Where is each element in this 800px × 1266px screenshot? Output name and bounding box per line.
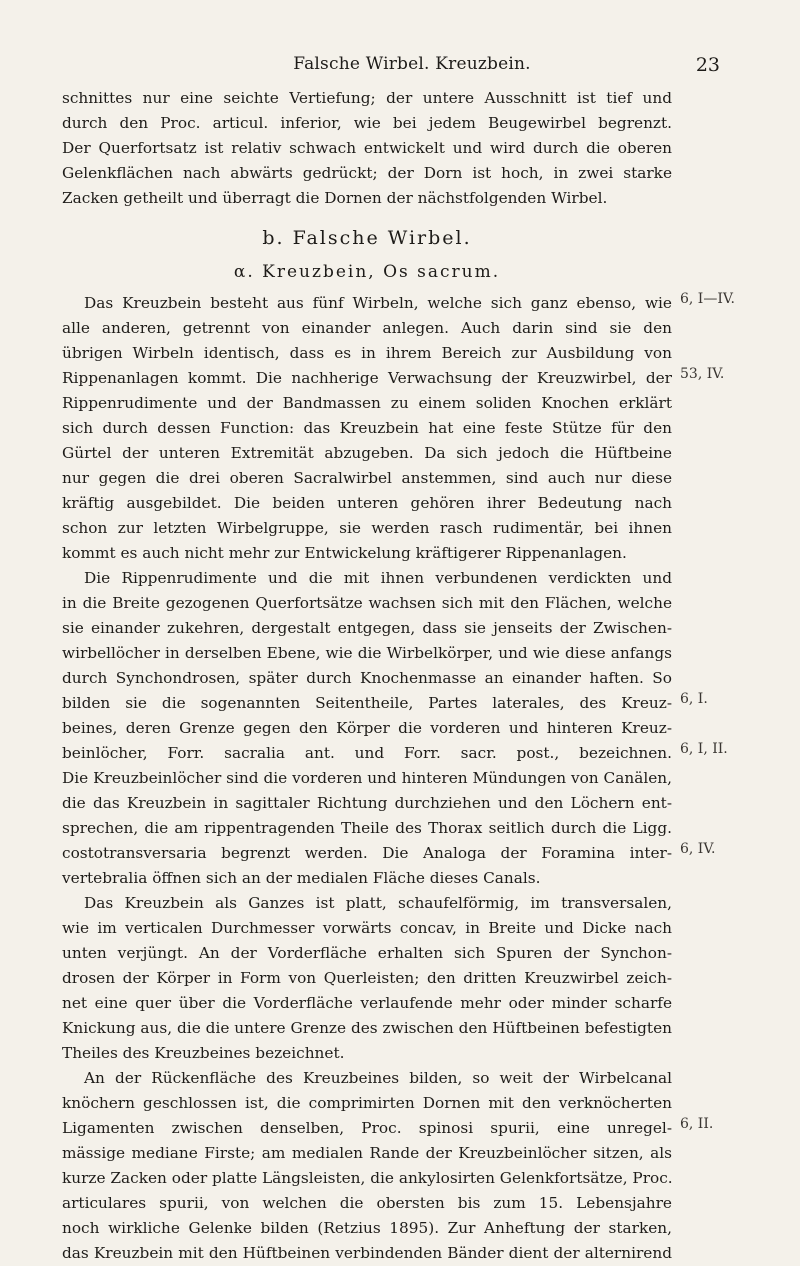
line-text: kurze Zacken oder platte Längsleisten, die ankylosirten Gelenkfortsätze, Proc. [62, 1169, 673, 1187]
text-line [62, 1141, 672, 1166]
subsection-heading: α. Kreuzbein, Os sacrum. [233, 262, 501, 282]
text-line [62, 741, 728, 766]
line-text: An der Rückenfläche des Kreuzbeines bilden, so weit der Wirbelcanal [84, 1069, 672, 1087]
running-title: Falsche Wirbel. Kreuzbein. [293, 54, 531, 74]
margin-reference: 53, IV. [680, 366, 725, 382]
line-text: Das Kreuzbein als Ganzes ist platt, schaufelförmig, im transversalen, [84, 894, 672, 912]
text-line [62, 1066, 672, 1091]
text-line [62, 516, 672, 541]
line-text: costotransversaria begrenzt werden. Die Analoga der Foramina inter- [62, 844, 672, 862]
text-line [62, 1216, 672, 1241]
line-text: kommt es auch nicht mehr zur Entwickelung kräftigerer Rippenanlagen. [62, 544, 627, 562]
text-line [62, 816, 672, 841]
text-line [62, 1241, 672, 1266]
page-body [62, 86, 735, 1266]
line-text: unten verjüngt. An der Vorderfläche erhalten sich Spuren der Synchon- [62, 944, 672, 962]
text-line [62, 316, 672, 341]
line-text: sprechen, die am rippentragenden Theile des Thorax seitlich durch die Ligg. [62, 819, 672, 837]
line-text: Gelenkflächen nach abwärts gedrückt; der Dorn ist hoch, in zwei starke [62, 164, 672, 182]
line-text: Die Kreuzbeinlöcher sind die vorderen und hinteren Mündungen von Canälen, [62, 769, 672, 787]
line-text: in die Breite gezogenen Querfortsätze wachsen sich mit den Flächen, welche [62, 594, 672, 612]
line-text: sie einander zukehren, dergestalt entgegen, dass sie jenseits der Zwischen- [62, 619, 672, 637]
text-line [62, 841, 716, 866]
text-line [62, 991, 672, 1016]
line-text: Die Rippenrudimente und die mit ihnen verbundenen verdickten und [84, 569, 672, 587]
line-text: bilden sie die sogenannten Seitentheile, Partes laterales, des Kreuz- [62, 694, 672, 712]
text-line [62, 641, 672, 666]
line-text: knöchern geschlossen ist, die comprimirten Dornen mit den verknöcherten [62, 1094, 672, 1112]
margin-reference: 6, I—IV. [680, 291, 735, 307]
line-text: durch den Proc. articul. inferior, wie bei jedem Beugewirbel begrenzt. [62, 114, 672, 132]
text-line [62, 1166, 672, 1191]
line-text: wirbellöcher in derselben Ebene, wie die Wirbelkörper, und wie diese anfangs [62, 644, 672, 662]
margin-reference: 6, I. [680, 691, 708, 707]
text-line [62, 366, 725, 391]
line-text: schnittes nur eine seichte Vertiefung; der untere Ausschnitt ist tief und [62, 89, 672, 107]
text-line [62, 291, 735, 316]
text-line [62, 161, 672, 186]
text-line [62, 1191, 672, 1216]
text-line [62, 111, 672, 136]
line-text: Der Querfortsatz ist relativ schwach entwickelt und wird durch die oberen [62, 139, 672, 157]
line-text: vertebralia öffnen sich an der medialen Fläche dieses Canals. [62, 869, 541, 887]
line-text: übrigen Wirbeln identisch, dass es in ihrem Bereich zur Ausbildung von [62, 344, 672, 362]
line-text: Zacken getheilt und überragt die Dornen der nächstfolgenden Wirbel. [62, 189, 608, 207]
text-line [62, 666, 672, 691]
page-header [52, 54, 772, 80]
section-heading: b. Falsche Wirbel. [262, 227, 472, 249]
line-text: die das Kreuzbein in sagittaler Richtung durchziehen und den Löchern ent- [62, 794, 672, 812]
text-line [62, 916, 672, 941]
line-text: wie im verticalen Durchmesser vorwärts concav, in Breite und Dicke nach [62, 919, 672, 937]
line-text: Das Kreuzbein besteht aus fünf Wirbeln, welche sich ganz ebenso, wie [84, 294, 672, 312]
margin-reference: 6, II. [680, 1116, 714, 1132]
text-line [62, 791, 672, 816]
text-line [62, 341, 672, 366]
text-line [62, 716, 672, 741]
text-line [62, 416, 672, 441]
text-line [62, 1041, 672, 1066]
line-text: beinlöcher, Forr. sacralia ant. und Forr. sacr. post., bezeichnen. [62, 744, 672, 762]
line-text: kräftig ausgebildet. Die beiden unteren gehören ihrer Bedeutung nach [62, 494, 672, 512]
text-line [62, 591, 672, 616]
line-text: durch Synchondrosen, später durch Knochenmasse an einander haften. So [62, 669, 672, 687]
text-line [62, 136, 672, 161]
line-text: das Kreuzbein mit den Hüftbeinen verbindenden Bänder dient der alternirend [62, 1244, 672, 1262]
line-text: noch wirkliche Gelenke bilden (Retzius 1895). Zur Anheftung der starken, [62, 1219, 672, 1237]
line-text: Gürtel der unteren Extremität abzugeben. Da sich jedoch die Hüftbeine [62, 444, 672, 462]
text-line [62, 1016, 672, 1041]
line-text: articulares spurii, von welchen die obersten bis zum 15. Lebensjahre [62, 1194, 672, 1212]
text-line [62, 866, 672, 891]
line-text: sich durch dessen Function: das Kreuzbein hat eine feste Stütze für den [62, 419, 672, 437]
margin-reference: 6, I, II. [680, 741, 728, 757]
text-line [62, 616, 672, 641]
margin-reference: 6, IV. [680, 841, 716, 857]
text-line [62, 966, 672, 991]
text-line [62, 441, 672, 466]
page-number: 23 [695, 54, 720, 76]
line-text: alle anderen, getrennt von einander anlegen. Auch darin sind sie den [62, 319, 672, 337]
line-text: nur gegen die drei oberen Sacralwirbel anstemmen, sind auch nur diese [62, 469, 672, 487]
text-line [62, 186, 672, 211]
text-line [62, 491, 672, 516]
book-page [52, 0, 772, 1262]
line-text: mässige mediane Firste; am medialen Rande der Kreuzbeinlöcher sitzen, als [62, 1144, 672, 1162]
line-text: Theiles des Kreuzbeines bezeichnet. [62, 1044, 345, 1062]
line-text: net eine quer über die Vorderfläche verlaufende mehr oder minder scharfe [62, 994, 672, 1012]
text-line [62, 541, 672, 566]
text-line [62, 891, 672, 916]
line-text: schon zur letzten Wirbelgruppe, sie werden rasch rudimentär, bei ihnen [62, 519, 672, 537]
text-line [62, 691, 708, 716]
line-text: Rippenanlagen kommt. Die nachherige Verwachsung der Kreuzwirbel, der [62, 369, 672, 387]
text-line [62, 766, 672, 791]
text-line [62, 391, 672, 416]
line-text: Knickung aus, die die untere Grenze des zwischen den Hüftbeinen befestigten [62, 1019, 672, 1037]
line-text: beines, deren Grenze gegen den Körper die vorderen und hinteren Kreuz- [62, 719, 672, 737]
text-line [62, 86, 672, 111]
text-line [62, 466, 672, 491]
text-line [62, 1116, 714, 1141]
text-line [62, 1091, 672, 1116]
text-line [62, 566, 672, 591]
line-text: Ligamenten zwischen denselben, Proc. spinosi spurii, eine unregel- [62, 1119, 672, 1137]
text-line [62, 941, 672, 966]
line-text: Rippenrudimente und der Bandmassen zu einem soliden Knochen erklärt [62, 394, 672, 412]
line-text: drosen der Körper in Form von Querleisten; den dritten Kreuzwirbel zeich- [62, 969, 672, 987]
